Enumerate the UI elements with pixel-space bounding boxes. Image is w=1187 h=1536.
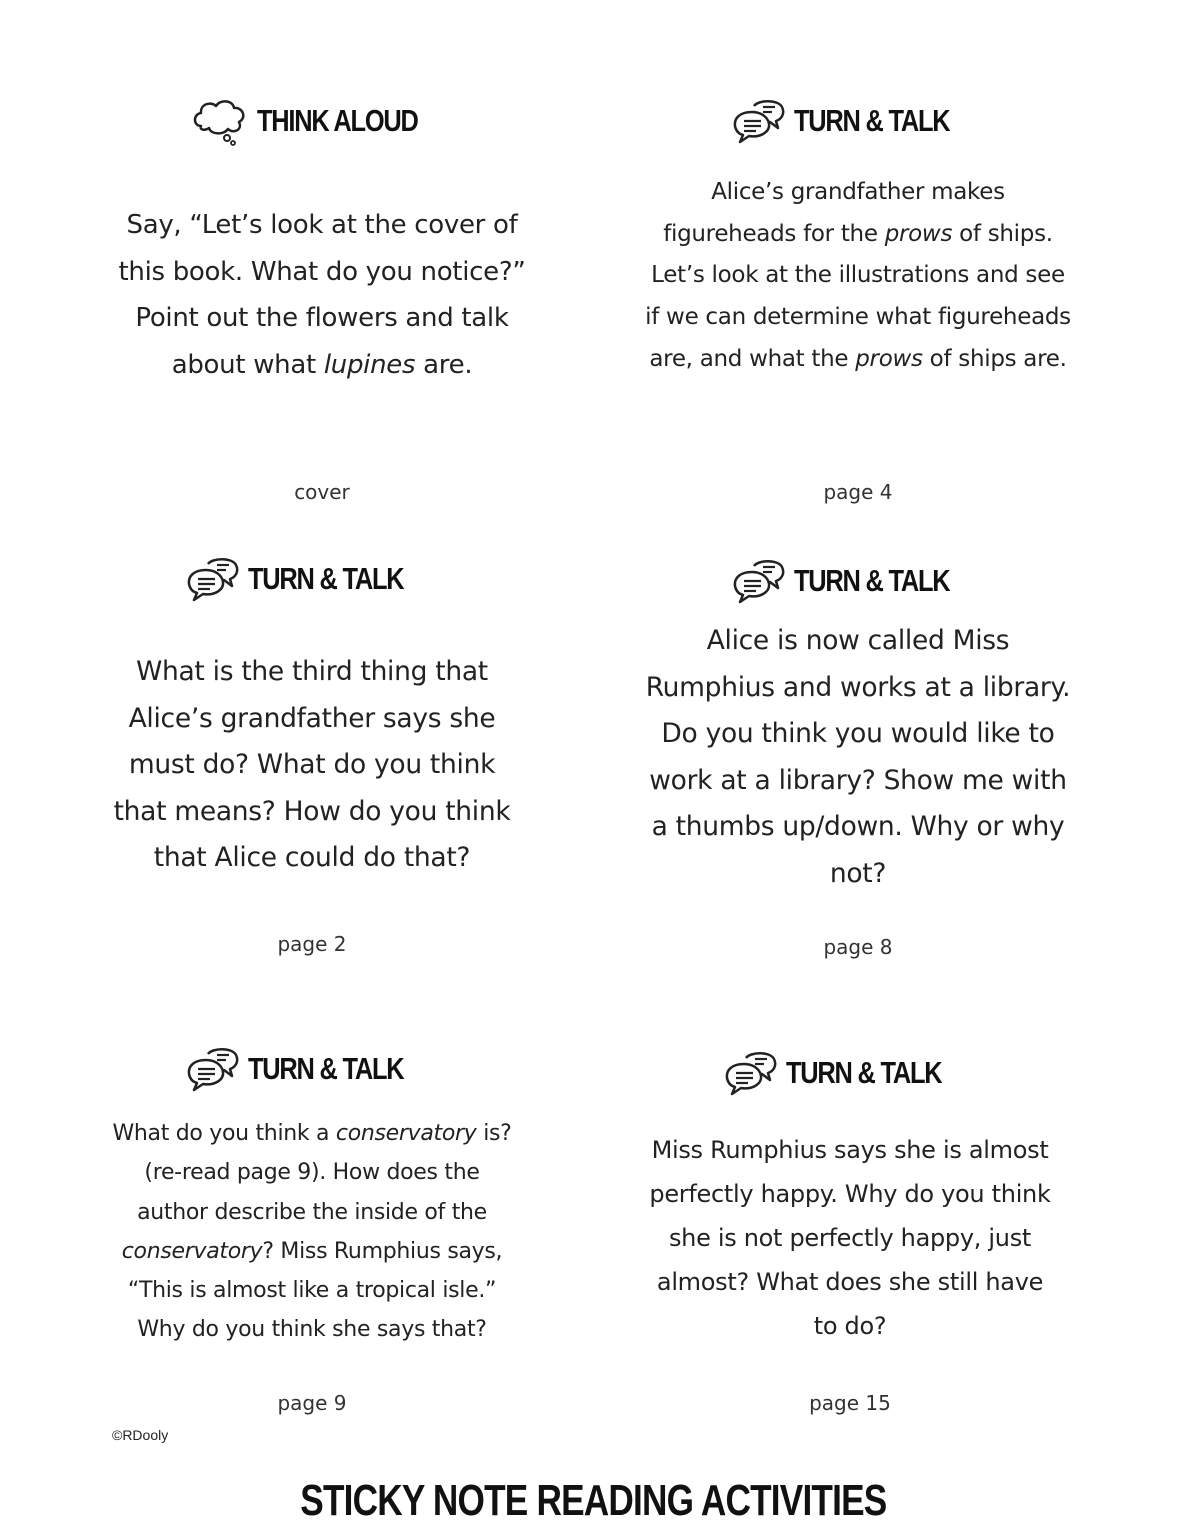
card-body: Miss Rumphius says she is almost perfectly happy. Why do you think she is not perfectly happy, just almost? What does she still have to do? (649, 1136, 1051, 1340)
card-page-number: cover (294, 480, 350, 504)
card-turn-talk-page-8 (638, 548, 1078, 968)
card-title: TURN & TALK (794, 563, 950, 598)
speech-bubbles-icon (732, 558, 786, 604)
card-header (92, 1046, 532, 1092)
thought-cloud-icon (191, 96, 249, 146)
card-header (638, 558, 1078, 604)
card-header (92, 556, 532, 602)
card-turn-talk-page-2 (92, 548, 532, 968)
card-title: THINK ALOUD (257, 103, 418, 138)
footer-title (0, 1476, 1187, 1526)
card-title: TURN & TALK (248, 561, 404, 596)
card-turn-talk-page-4 (638, 90, 1078, 510)
card-turn-talk-page-15 (630, 1036, 1070, 1456)
card-body: What is the third thing that Alice’s grandfather says she must do? What do you think that means? How do you think that Alice could do that? (113, 656, 511, 873)
footer-title-text: STICKY NOTE READING ACTIVITIES (300, 1476, 887, 1525)
card-body: Alice’s grandfather makes figureheads for the prows of ships. Let’s look at the illustrations and see if we can determine what figureheads are, and what the prows of ships are. (645, 179, 1071, 372)
speech-bubbles-icon (186, 1046, 240, 1092)
card-page-number: page 4 (823, 480, 893, 504)
card-title: TURN & TALK (794, 103, 950, 138)
speech-bubbles-icon (186, 556, 240, 602)
card-title: TURN & TALK (786, 1055, 942, 1090)
speech-bubbles-icon (732, 98, 786, 144)
card-body: What do you think a conservatory is? (re-read page 9). How does the author describe the inside of the conservatory? Miss Rumphius says, “This is almost like a tropical isle.” Why do you think she says that? (112, 1121, 512, 1343)
card-page-number: page 8 (823, 935, 893, 959)
card-page-number: page 15 (809, 1391, 891, 1415)
card-header (638, 98, 1078, 144)
card-think-aloud-cover (102, 90, 542, 510)
card-body: Alice is now called Miss Rumphius and works at a library. Do you think you would like to work at a library? Show me with a thumbs up/down. Why or why not? (645, 625, 1071, 889)
card-header (102, 96, 542, 146)
card-header (630, 1050, 1070, 1096)
card-turn-talk-page-9 (92, 1036, 532, 1456)
card-title: TURN & TALK (248, 1051, 404, 1086)
card-page-number: page 2 (277, 932, 347, 956)
copyright-notice: ©RDooly (112, 1427, 169, 1443)
speech-bubbles-icon (724, 1050, 778, 1096)
card-body: Say, “Let’s look at the cover of this book. What do you notice?” Point out the flowers and talk about what lupines are. (118, 210, 526, 380)
card-page-number: page 9 (277, 1391, 347, 1415)
